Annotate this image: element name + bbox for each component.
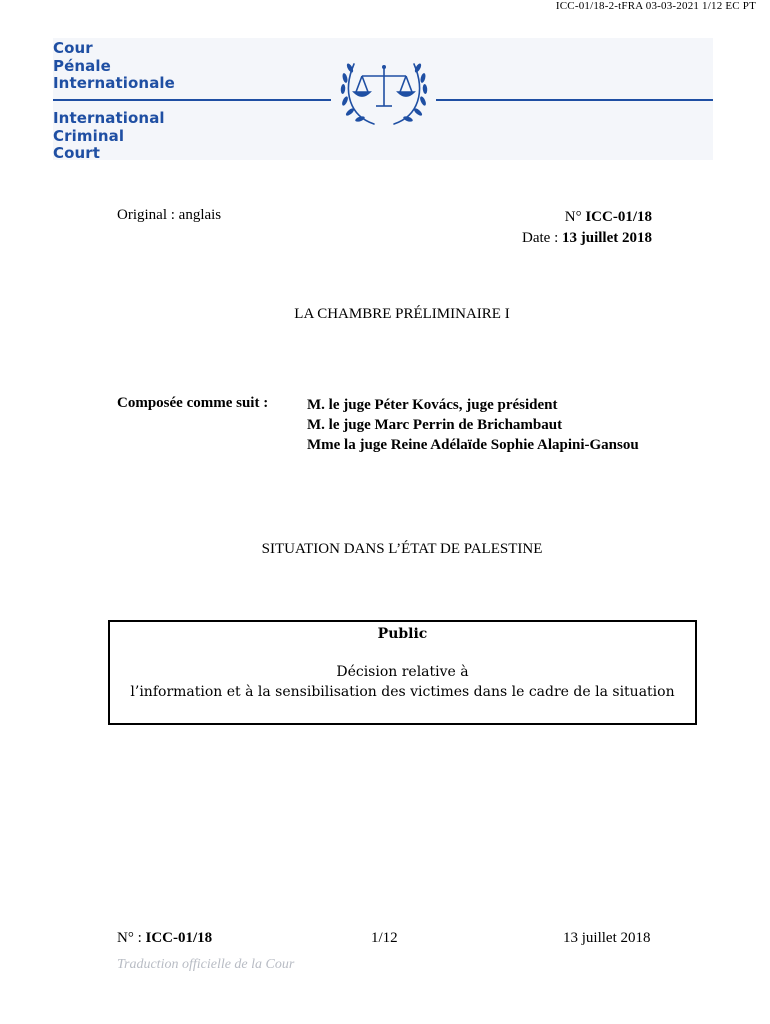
original-language: Original : anglais — [117, 207, 222, 223]
official-translation-note: Traduction officielle de la Cour — [117, 957, 295, 972]
logo-rule-left — [53, 99, 331, 101]
court-name-line: Pénale — [53, 56, 111, 75]
scales-of-justice-icon — [334, 54, 434, 130]
chamber-title: LA CHAMBRE PRÉLIMINAIRE I — [294, 306, 510, 322]
public-decision-box — [108, 620, 697, 725]
decision-title-line: l’information et à la sensibilisation des victimes dans le cadre de la situation — [130, 684, 675, 700]
case-number-prefix: N° — [564, 209, 586, 225]
document-number-block — [522, 207, 652, 249]
document-date-line — [522, 228, 652, 249]
composition-label: Composée comme suit : — [117, 395, 269, 411]
court-name-line: Court — [53, 144, 101, 162]
decision-title — [110, 662, 695, 702]
document-reference: ICC-01/18-2-tFRA 03-03-2021 1/12 EC PT — [555, 0, 756, 12]
classification-label: Public — [377, 626, 428, 642]
logo-rule-right — [436, 99, 713, 101]
judges-list — [307, 395, 639, 455]
footer-case-number — [117, 930, 212, 947]
judge-name: Mme la juge Reine Adélaïde Sophie Alapini-Gansou — [307, 437, 639, 453]
situation-title: SITUATION DANS L’ÉTAT DE PALESTINE — [261, 541, 543, 557]
case-number-line — [522, 207, 652, 228]
decision-title-line: Décision relative à — [336, 664, 469, 680]
footer-date: 13 juillet 2018 — [563, 930, 651, 946]
court-name-french — [53, 40, 175, 93]
footer-number-prefix: N° : — [117, 930, 146, 946]
case-number: ICC-01/18 — [585, 209, 652, 225]
court-name-line: Cour — [53, 39, 93, 57]
judge-name: M. le juge Marc Perrin de Brichambaut — [307, 417, 563, 433]
judge-name: M. le juge Péter Kovács, juge président — [307, 397, 558, 413]
footer-page-number: 1/12 — [371, 930, 398, 946]
footer-number: ICC-01/18 — [145, 930, 213, 946]
document-date: 13 juillet 2018 — [562, 230, 652, 246]
court-name-english — [53, 110, 165, 163]
court-name-line: International — [53, 109, 165, 127]
court-name-line: Criminal — [53, 126, 125, 145]
date-prefix: Date : — [522, 230, 562, 246]
court-name-line: Internationale — [53, 74, 175, 92]
